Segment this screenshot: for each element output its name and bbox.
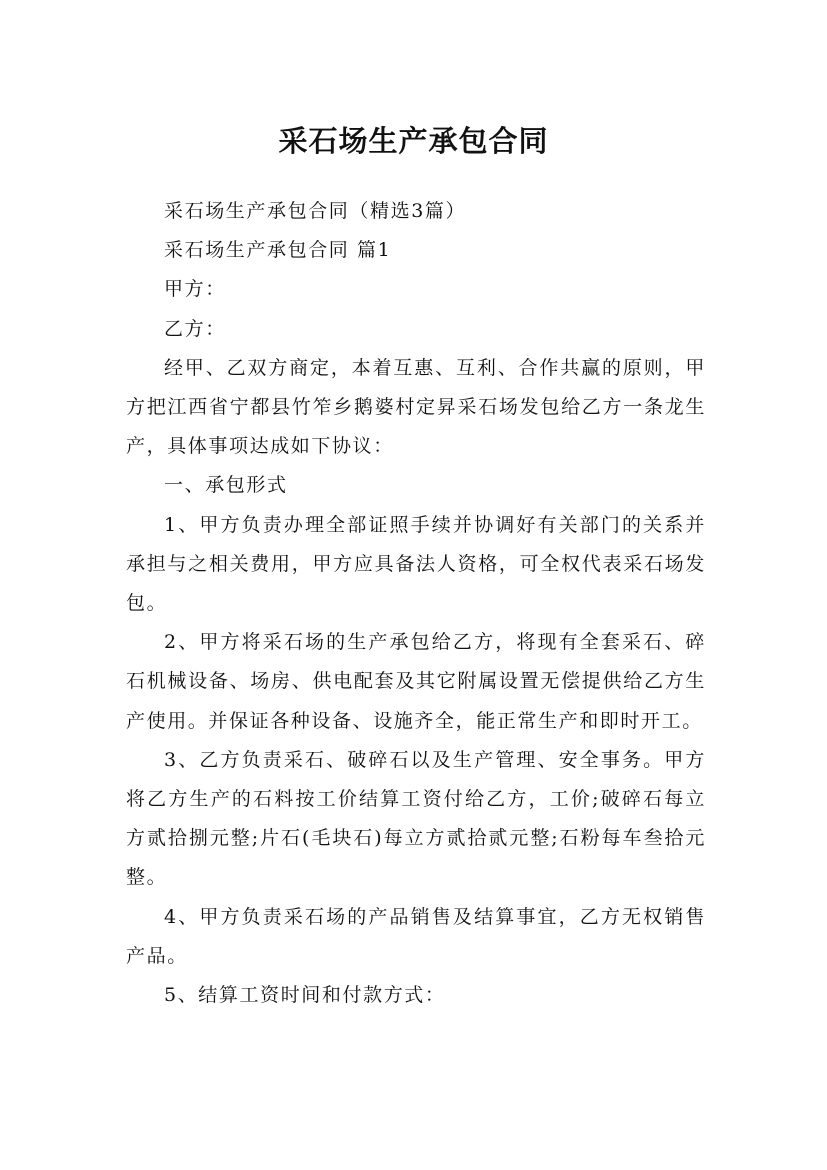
paragraph: 1、甲方负责办理全部证照手续并协调好有关部门的关系并承担与之相关费用，甲方应具备法人资格，可全权代表采石场发包。: [126, 513, 706, 615]
document-body: [126, 192, 706, 1015]
paragraph: 4、甲方负责采石场的产品销售及结算事宜，乙方无权销售产品。: [126, 905, 706, 967]
paragraph: 甲方：: [164, 278, 226, 301]
paragraph: 采石场生产承包合同 篇1: [164, 239, 392, 262]
paragraph: 3、乙方负责采石、破碎石以及生产管理、安全事务。甲方将乙方生产的石料按工价结算工资付给乙方，工价;破碎石每立方贰拾捌元整;片石(毛块石)每立方贰拾贰元整;石粉每车叁拾元整。: [126, 748, 706, 889]
section-heading: 一、承包形式: [164, 474, 288, 497]
paragraph: 采石场生产承包合同（精选3篇）: [164, 200, 467, 222]
document-title: 采石场生产承包合同: [278, 124, 549, 159]
paragraph: 5、结算工资时间和付款方式：: [164, 984, 446, 1007]
paragraph: 乙方：: [164, 317, 226, 340]
paragraph: 经甲、乙双方商定，本着互惠、互利、合作共赢的原则，甲方把江西省宁都县竹笮乡鹅婆村定昇采石场发包给乙方一条龙生产，具体事项达成如下协议：: [126, 356, 706, 458]
paragraph: 2、甲方将采石场的生产承包给乙方，将现有全套采石、碎石机械设备、场房、供电配套及其它附属设置无偿提供给乙方生产使用。并保证各种设备、设施齐全，能正常生产和即时开工。: [126, 631, 706, 732]
